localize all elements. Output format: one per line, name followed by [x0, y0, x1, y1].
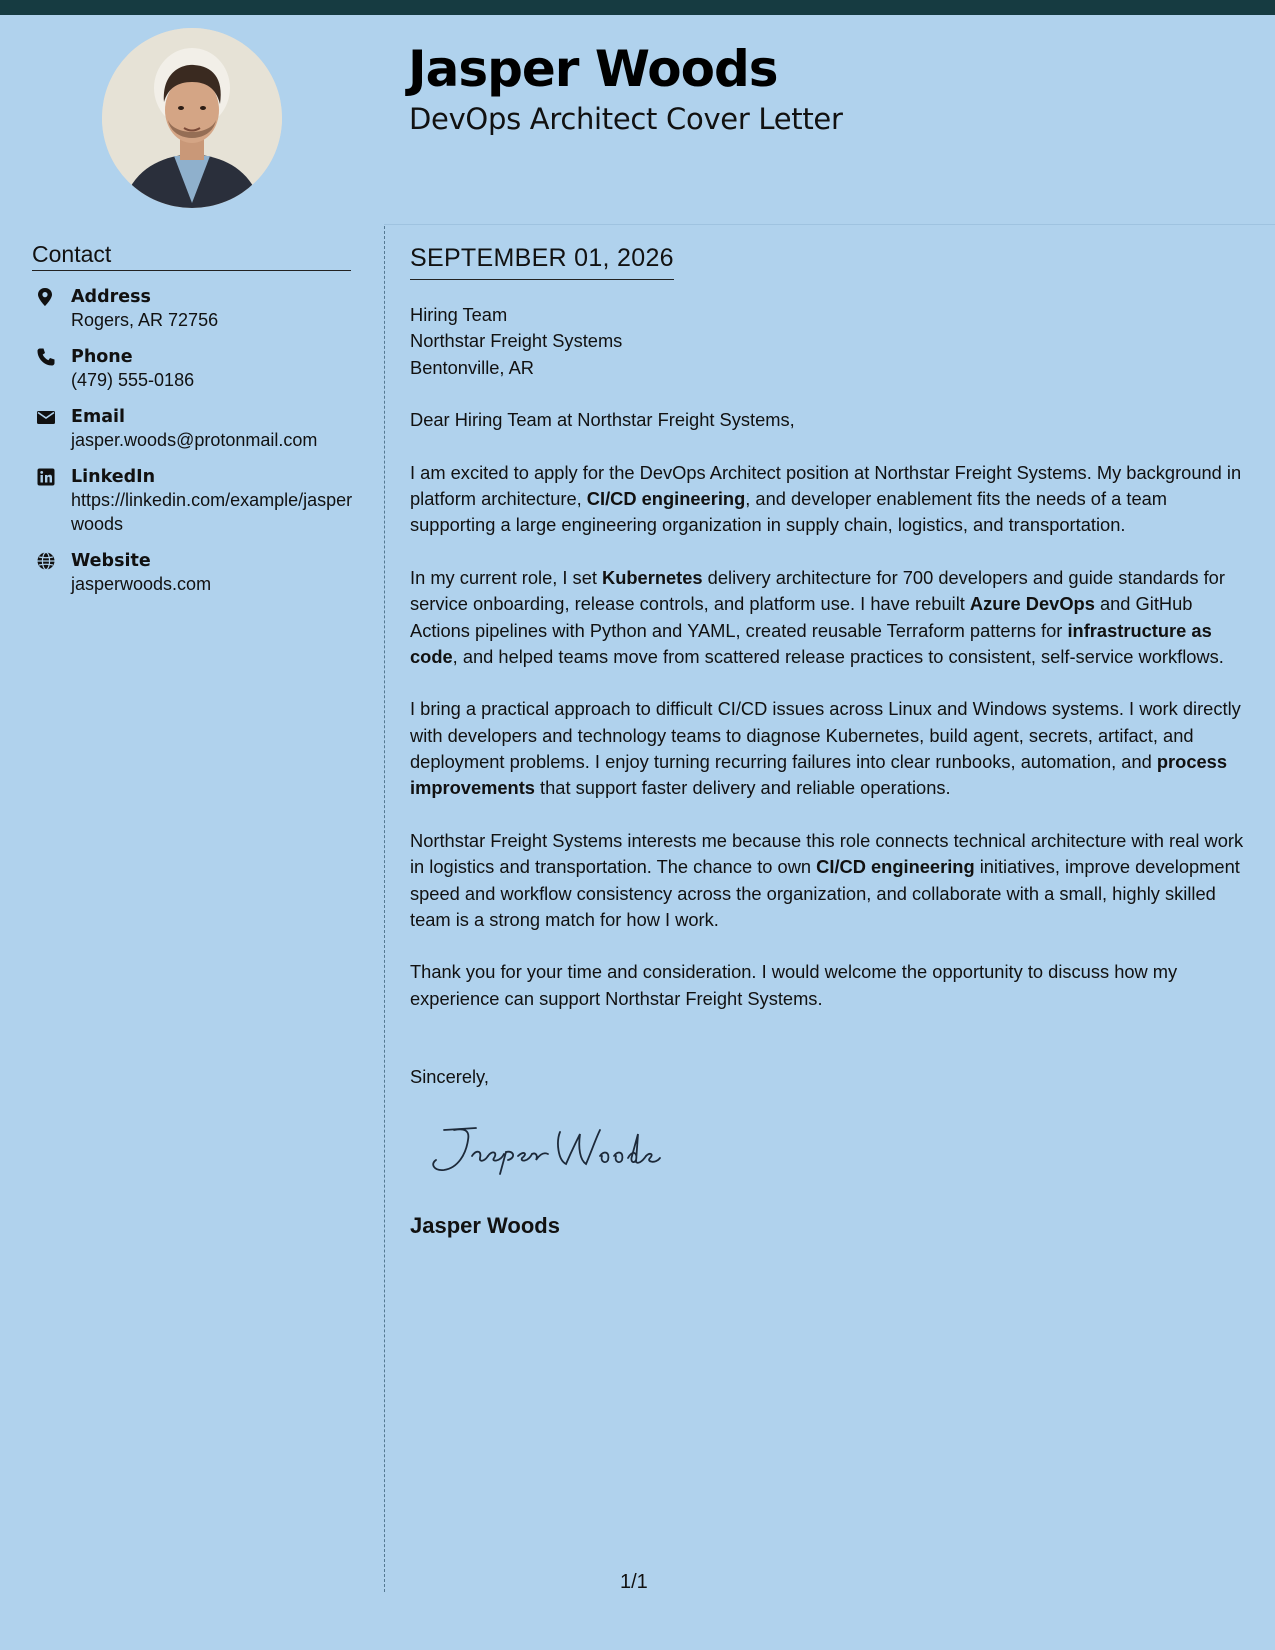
linkedin-icon [36, 467, 56, 487]
paragraph [410, 828, 1255, 933]
emphasis-text: CI/CD engineering [816, 856, 975, 878]
paragraph-text: , and developer enablement fits the needs of a team supporting a large engineering organization in supply chain, logistics, and transportation. [410, 488, 1168, 536]
emphasis-text: Kubernetes [602, 566, 703, 588]
handwritten-signature [424, 1120, 664, 1180]
contact-label: Website [71, 551, 151, 571]
contact-phone [32, 346, 362, 392]
profile-photo [102, 28, 282, 208]
paragraph [410, 959, 1255, 1012]
email-icon [36, 407, 56, 427]
paragraph [410, 696, 1255, 801]
paragraph-text: In my current role, I set [410, 566, 603, 588]
contact-value[interactable]: https://linkedin.com/example/jasperwoods [71, 490, 353, 534]
paragraph-text: delivery architecture for 700 developers and guide standards for service onboarding, release controls, and platform use. I have rebuilt [410, 566, 1225, 615]
paragraph-text: Northstar Freight Systems interests me because this role connects technical architecture with real work in logistics and transportation. The chance to own [410, 829, 1244, 878]
phone-icon [36, 347, 56, 367]
salutation: Dear Hiring Team at Northstar Freight Systems, [410, 409, 795, 431]
header-divider [384, 224, 1275, 225]
document-subtitle: DevOps Architect Cover Letter [409, 102, 843, 136]
contact-value: Rogers, AR 72756 [71, 310, 219, 330]
closing: Sincerely, [410, 1066, 489, 1088]
column-divider [384, 226, 385, 1592]
signer-name: Jasper Woods [410, 1213, 560, 1238]
contact-email[interactable] [32, 406, 362, 452]
recipient-block [410, 302, 1255, 381]
paragraph [410, 565, 1255, 670]
letter-body [410, 302, 1255, 1090]
letter-date: SEPTEMBER 01, 2026 [410, 244, 674, 280]
contact-website[interactable] [32, 550, 362, 596]
emphasis-text: process improvements [410, 751, 1228, 799]
emphasis-text: Azure DevOps [969, 593, 1095, 615]
paragraph-text: I am excited to apply for the DevOps Architect position at Northstar Freight Systems. My background in platform architecture, [410, 461, 1242, 510]
paragraph-text: , and helped teams move from scattered release practices to consistent, self-service workflows. [452, 645, 1224, 667]
page-number: 1/1 [620, 1571, 648, 1593]
globe-icon [36, 551, 56, 571]
contact-list [32, 286, 362, 610]
contact-label: Email [71, 407, 125, 427]
candidate-name: Jasper Woods [408, 40, 778, 98]
contact-value: (479) 555-0186 [71, 370, 195, 390]
contact-value[interactable]: jasper.woods@protonmail.com [71, 430, 318, 450]
contact-label: Address [71, 287, 151, 307]
paragraph-text: that support faster delivery and reliable operations. [534, 777, 951, 799]
emphasis-text: CI/CD engineering [586, 488, 746, 510]
recipient-line: Hiring Team [410, 304, 508, 325]
paragraph-text: initiatives, improve development speed and workflow consistency across the organization, and collaborate with a small, highly skilled team is a strong match for how I work. [410, 856, 1240, 930]
contact-label: LinkedIn [71, 467, 156, 487]
recipient-line: Northstar Freight Systems [410, 330, 623, 352]
contact-heading: Contact [32, 241, 351, 271]
contact-label: Phone [71, 347, 133, 367]
paragraph-text: I bring a practical approach to difficult CI/CD issues across Linux and Windows systems. I work directly with developers and technology teams to diagnose Kubernetes, build agent, secrets, artifact, and deployment problems. I enjoy turning recurring failures into clear runbooks, automation, and [410, 698, 1241, 773]
paragraph [410, 460, 1255, 539]
paragraph-text: Thank you for your time and consideration. I would welcome the opportunity to discuss how my experience can support Northstar Freight Systems. [410, 961, 1178, 1009]
emphasis-text: infrastructure as code [410, 619, 1212, 667]
paragraph-text: and GitHub Actions pipelines with Python and YAML, created reusable Terraform patterns for [410, 593, 1193, 641]
top-accent-bar [0, 0, 1275, 15]
contact-address [32, 286, 362, 332]
contact-linkedin[interactable] [32, 466, 362, 536]
recipient-line: Bentonville, AR [410, 356, 534, 378]
contact-value[interactable]: jasperwoods.com [71, 574, 212, 594]
map-pin-icon [36, 287, 56, 307]
